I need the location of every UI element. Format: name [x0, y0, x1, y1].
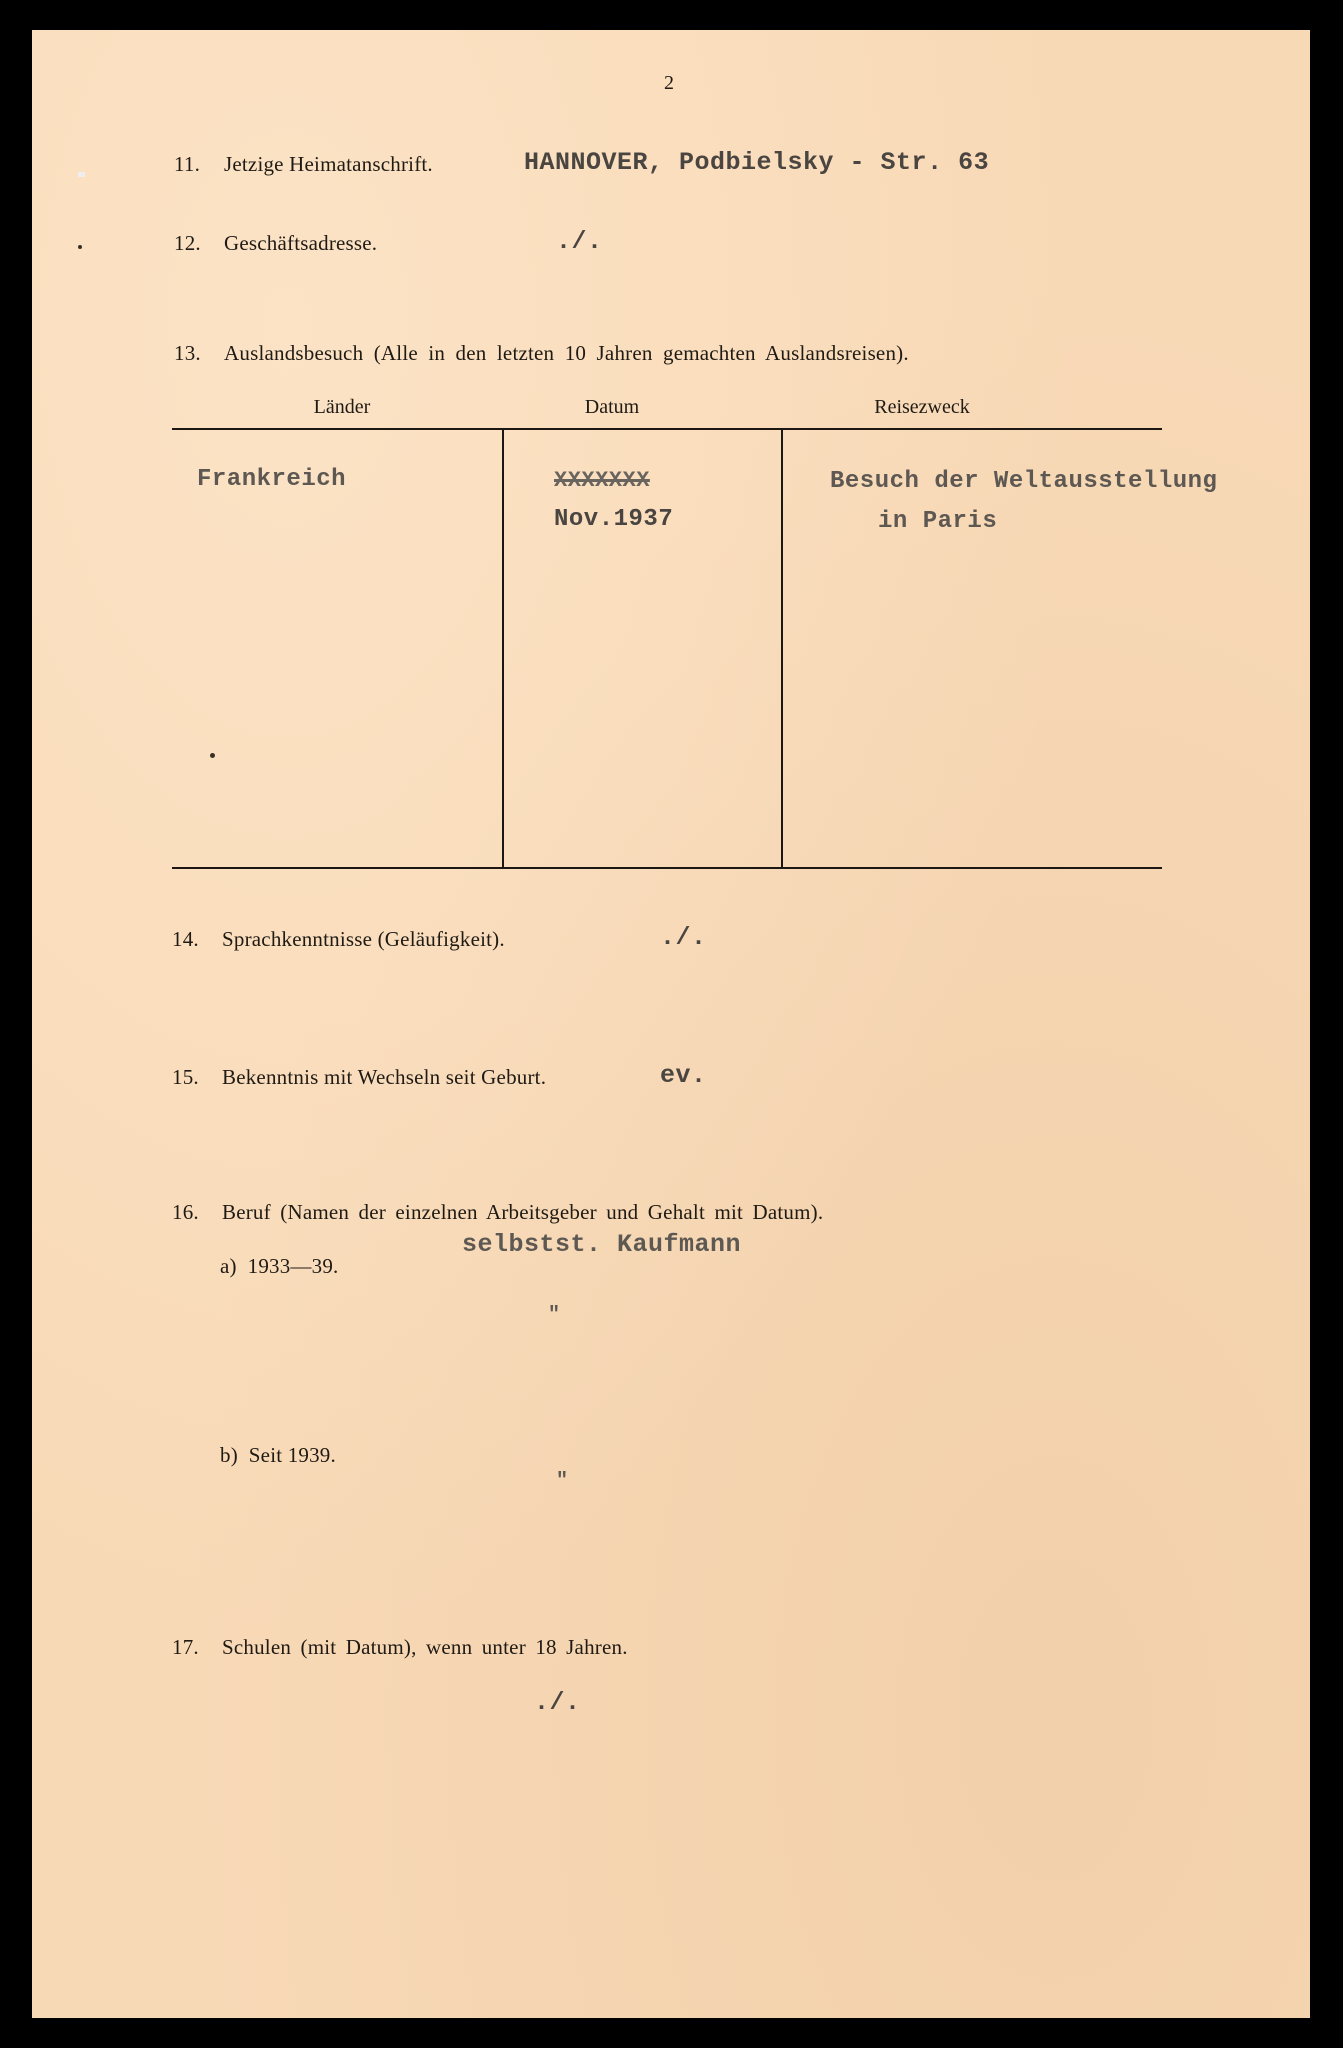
table-divider-2 — [781, 430, 783, 867]
item-11-value: HANNOVER, Podbielsky - Str. 63 — [524, 148, 990, 177]
item-13-text: Auslandsbesuch (Alle in den letzten 10 Jahren gemachten Auslandsreisen). — [224, 341, 909, 365]
item-11-label — [174, 152, 433, 177]
item-13-label — [174, 341, 909, 366]
table-cell-datum-struck: XXXXXXX — [554, 468, 650, 493]
table-header-laender: Länder — [313, 396, 371, 418]
item-15-text: Bekenntnis mit Wechseln seit Geburt. — [222, 1065, 547, 1089]
table-divider-1 — [502, 430, 504, 867]
item-17-number: 17. — [172, 1635, 199, 1659]
paper-speck — [78, 245, 82, 249]
item-17-label — [172, 1635, 628, 1660]
page-number: 2 — [664, 72, 675, 94]
item-16-number: 16. — [172, 1200, 199, 1224]
item-16b-ditto: " — [556, 1470, 569, 1493]
item-15-value: ev. — [660, 1061, 707, 1090]
table-cell-zweck-line-2: in Paris — [878, 508, 998, 535]
item-11-text: Jetzige Heimatanschrift. — [224, 152, 433, 176]
item-12-number: 12. — [174, 231, 201, 255]
table-cell-land: Frankreich — [197, 466, 347, 493]
item-16-text: Beruf (Namen der einzelnen Arbeitsgeber und Gehalt mit Datum). — [222, 1200, 824, 1224]
item-16a-ditto: " — [548, 1304, 561, 1327]
table-cell-datum: Nov.1937 — [554, 506, 674, 533]
item-16a-value: selbstst. Kaufmann — [462, 1230, 742, 1259]
item-17-value: ./. — [534, 1688, 581, 1717]
item-17-text: Schulen (mit Datum), wenn unter 18 Jahren. — [222, 1635, 628, 1659]
item-16b-label: b) Seit 1939. — [220, 1443, 336, 1467]
item-16a-label: a) 1933—39. — [220, 1254, 339, 1278]
item-12-text: Geschäftsadresse. — [224, 231, 378, 255]
margin-mark — [78, 172, 85, 177]
item-15-number: 15. — [172, 1065, 199, 1089]
document-page — [32, 30, 1310, 2018]
item-14-number: 14. — [172, 927, 199, 951]
item-11-number: 11. — [174, 152, 201, 176]
item-13-number: 13. — [174, 341, 201, 365]
table-top-rule — [172, 428, 1162, 430]
item-14-label — [172, 927, 505, 952]
paper-speck — [210, 753, 215, 758]
item-15-label — [172, 1065, 546, 1090]
item-12-label — [174, 231, 377, 256]
item-14-text: Sprachkenntnisse (Geläufigkeit). — [222, 927, 505, 951]
item-14-value: ./. — [660, 923, 707, 952]
table-header-reisezweck: Reisezweck — [874, 396, 970, 418]
table-cell-zweck-line-1: Besuch der Weltausstellung — [830, 468, 1218, 495]
item-16-label — [172, 1200, 823, 1225]
table-bottom-rule — [172, 867, 1162, 869]
table-header-datum: Datum — [584, 396, 640, 418]
item-12-value: ./. — [556, 227, 603, 256]
